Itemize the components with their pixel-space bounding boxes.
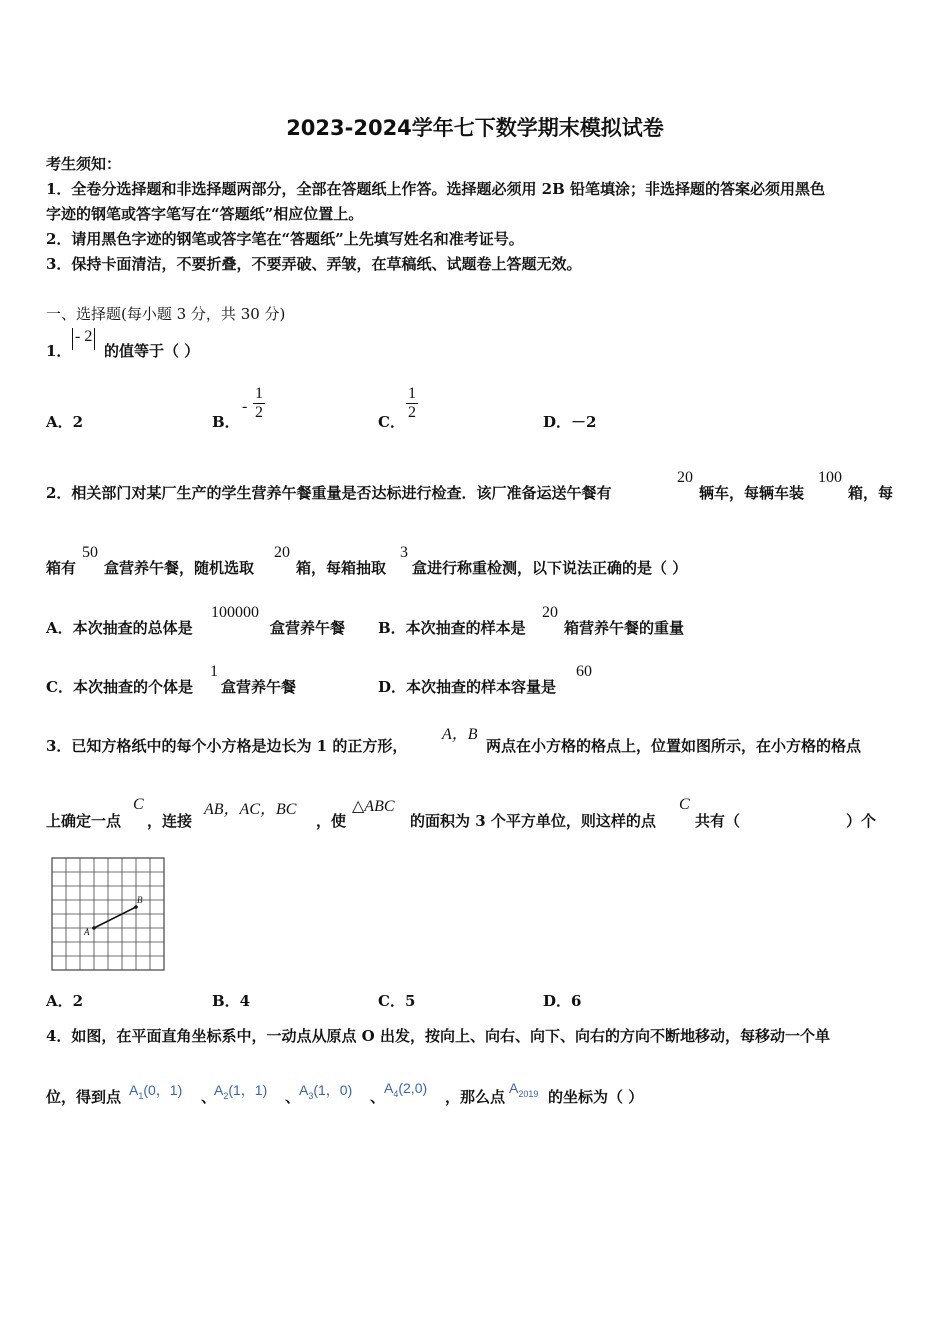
q2-option-d-text: D．本次抽查的样本容量是 bbox=[378, 678, 557, 696]
q1-option-b-fraction bbox=[253, 385, 265, 422]
q2-option-c-tail: 盒营养午餐 bbox=[221, 678, 297, 696]
q1-option-c-label: C． bbox=[378, 413, 405, 431]
q1-abs-expression bbox=[72, 328, 95, 350]
q3-triangle: △ABC bbox=[352, 798, 395, 815]
q3-option-c: C．5 bbox=[378, 992, 416, 1010]
q4-a3-coords: (1，0) bbox=[313, 1082, 353, 1098]
notice-heading: 考生须知： bbox=[46, 155, 122, 173]
q3-point-c-2: C bbox=[679, 796, 690, 813]
q4-a2-coords: (1，1) bbox=[228, 1082, 268, 1098]
notice-line-2: 2．请用黑色字迹的钢笔或答字笔在“答题纸”上先填写姓名和准考证号。 bbox=[46, 230, 524, 248]
q3-option-d: D．6 bbox=[543, 992, 582, 1010]
q4-a3-letter: A bbox=[299, 1082, 309, 1098]
q3-option-a: A．2 bbox=[46, 992, 84, 1010]
q3-stem-6: 的面积为 3 个平方单位，则这样的点 bbox=[410, 812, 656, 830]
q4-stem-2: 位，得到点 bbox=[46, 1088, 122, 1106]
q2-option-a-text: A．本次抽查的总体是 bbox=[46, 619, 193, 637]
q2-num-selected: 20 bbox=[274, 544, 290, 561]
q1-option-b-label: B． bbox=[212, 413, 240, 431]
q3-stem-3: 上确定一点 bbox=[46, 812, 122, 830]
q4-a2-sub: 2 bbox=[223, 1090, 229, 1101]
grid-lines bbox=[52, 858, 164, 970]
q4-sep-1: 、 bbox=[201, 1088, 217, 1106]
q2-stem-6: 箱，每箱抽取 bbox=[296, 559, 387, 577]
q2-option-b-text: B．本次抽查的样本是 bbox=[378, 619, 526, 637]
q3-stem-1: 3．已知方格纸中的每个小方格是边长为 1 的正方形， bbox=[46, 737, 408, 755]
q3-grid-figure bbox=[50, 856, 166, 972]
q2-stem-2: 辆车，每辆车装 bbox=[699, 484, 805, 502]
q3-stem-7: 共有（ bbox=[695, 812, 741, 830]
notice-line-3: 3．保持卡面清洁，不要折叠，不要弄破、弄皱，在草稿纸、试题卷上答题无效。 bbox=[46, 255, 582, 273]
q3-stem-4: ，连接 bbox=[147, 812, 193, 830]
q1-option-d: D．－2 bbox=[543, 413, 597, 431]
q1-b-denominator: 2 bbox=[255, 404, 263, 421]
q2-option-b-number: 20 bbox=[542, 604, 558, 621]
q3-stem-8: ）个 bbox=[846, 812, 877, 830]
point-a bbox=[92, 926, 96, 930]
q4-a4-coords: (2,0) bbox=[398, 1080, 428, 1096]
q1-b-numerator: 1 bbox=[255, 385, 263, 402]
q4-a2019-sub: 2019 bbox=[518, 1088, 539, 1099]
q2-stem-4: 箱有 bbox=[46, 559, 77, 577]
q4-a1-letter: A bbox=[129, 1082, 139, 1098]
q4-stem-3: ，那么点 bbox=[445, 1088, 506, 1106]
q2-num-sampled: 3 bbox=[400, 544, 408, 561]
section-heading: 一、选择题(每小题 3 分，共 30 分) bbox=[46, 305, 286, 323]
q1-c-numerator: 1 bbox=[408, 385, 416, 402]
label-b: B bbox=[137, 895, 143, 905]
q1-option-b-sign: - bbox=[242, 398, 248, 415]
q2-stem-1: 2．相关部门对某厂生产的学生营养午餐重量是否达标进行检查．该厂准备运送午餐有 bbox=[46, 484, 612, 502]
q2-stem-7: 盒进行称重检测，以下说法正确的是（ ） bbox=[412, 559, 688, 577]
q2-option-d-number: 60 bbox=[576, 663, 592, 680]
q2-option-c-text: C．本次抽查的个体是 bbox=[46, 678, 193, 696]
q4-stem-1: 4．如图，在平面直角坐标系中，一动点从原点 O 出发，按向上、向右、向下、向右的方向不断地移动，每移动一个单 bbox=[46, 1027, 830, 1045]
q4-a4-sub: 4 bbox=[393, 1088, 399, 1099]
q4-point-a2 bbox=[214, 1080, 267, 1101]
q2-num-cars: 20 bbox=[677, 469, 693, 486]
q4-a3-sub: 3 bbox=[308, 1090, 314, 1101]
q2-option-a-number: 100000 bbox=[211, 604, 259, 621]
q4-sep-2: 、 bbox=[285, 1088, 301, 1106]
q3-option-b: B．4 bbox=[212, 992, 251, 1010]
q2-option-b-tail: 箱营养午餐的重量 bbox=[564, 619, 685, 637]
label-a: A bbox=[84, 927, 90, 937]
q2-option-a-tail: 盒营养午餐 bbox=[270, 619, 346, 637]
q3-stem-2: 两点在小方格的格点上，位置如图所示，在小方格的格点 bbox=[486, 737, 862, 755]
q4-point-a3 bbox=[299, 1080, 352, 1101]
q4-sep-3: 、 bbox=[370, 1088, 386, 1106]
q1-c-denominator: 2 bbox=[408, 404, 416, 421]
q1-option-c-fraction bbox=[406, 385, 418, 422]
q1-option-a: A．2 bbox=[46, 413, 84, 431]
q3-point-c: C bbox=[133, 796, 144, 813]
segment-ab bbox=[94, 907, 136, 928]
q3-points-ab: A，B bbox=[442, 726, 478, 743]
q4-point-a2019 bbox=[509, 1080, 538, 1099]
q4-point-a1 bbox=[129, 1080, 182, 1101]
q4-stem-4: 的坐标为（ ） bbox=[548, 1088, 644, 1106]
q4-a4-letter: A bbox=[384, 1080, 394, 1096]
q4-point-a4 bbox=[384, 1080, 427, 1099]
q2-option-c-number: 1 bbox=[210, 663, 218, 680]
q4-a2-letter: A bbox=[214, 1082, 224, 1098]
q4-a1-coords: (0，1) bbox=[143, 1082, 183, 1098]
notice-line-1b: 字迹的钢笔或答字笔写在“答题纸”相应位置上。 bbox=[46, 205, 364, 223]
q1-number: 1． bbox=[46, 342, 72, 360]
q2-stem-3: 箱，每 bbox=[848, 484, 894, 502]
q1-expr: - 2 bbox=[75, 328, 93, 345]
q2-num-meals: 50 bbox=[82, 544, 98, 561]
q4-a1-sub: 1 bbox=[138, 1090, 144, 1101]
notice-line-1a: 1．全卷分选择题和非选择题两部分，全部在答题纸上作答。选择题必须用 2B 铅笔填涂；非选择题的答案必须用黑色 bbox=[46, 180, 826, 198]
point-b bbox=[134, 905, 138, 909]
q4-a2019-letter: A bbox=[509, 1080, 519, 1096]
page-title: 2023-2024学年七下数学期末模拟试卷 bbox=[286, 116, 664, 140]
q3-stem-5: ，使 bbox=[316, 812, 347, 830]
q1-stem: 的值等于（ ） bbox=[104, 342, 200, 360]
q2-stem-5: 盒营养午餐，随机选取 bbox=[104, 559, 255, 577]
q2-num-boxes: 100 bbox=[818, 469, 842, 486]
q3-segments: AB，AC，BC bbox=[204, 801, 297, 818]
